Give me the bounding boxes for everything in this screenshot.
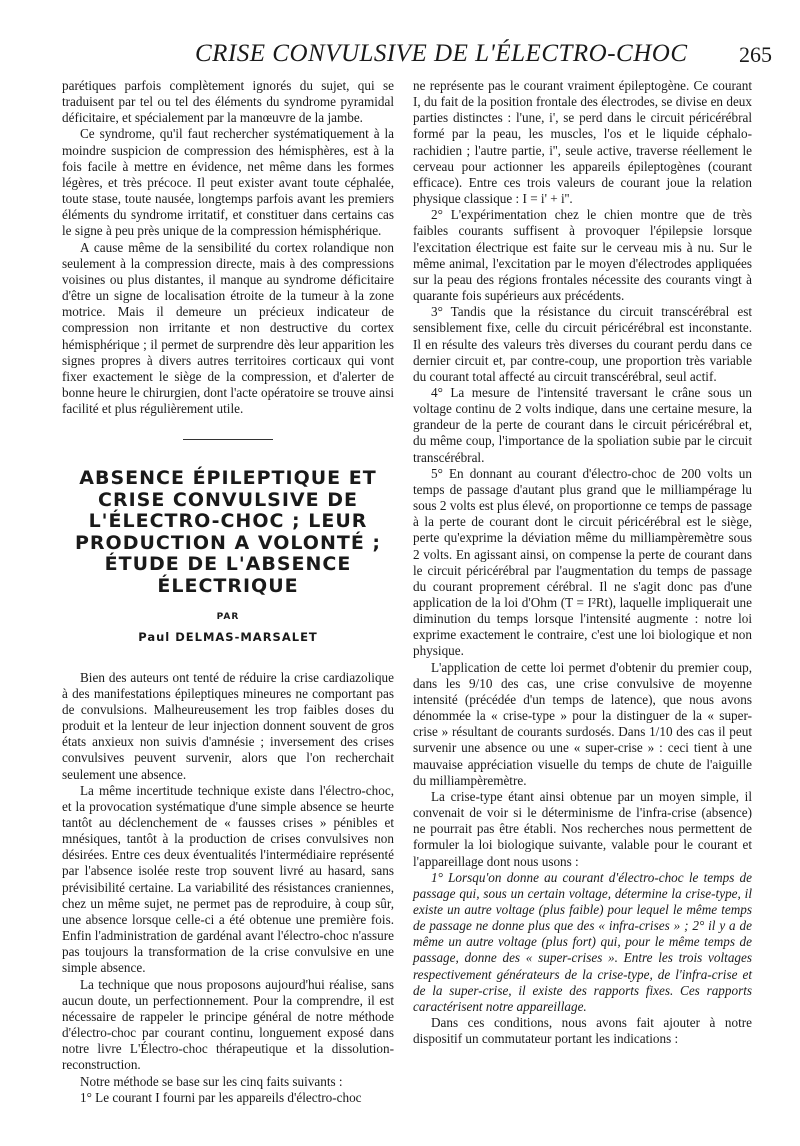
paragraph: ne représente pas le courant vraiment épileptogène. Ce courant I, du fait de la position frontale des électrodes, se divise en deux parties distinctes : l'une, i', se perd dans le circuit péricérébral formé par la peau, les muscles, l'os et le liquide céphalo-rachidien ; l'autre partie, i'', seule active, traverse réellement le cerveau pour actionner les appareils épileptogènes (courant efficace). Entre ces trois valeurs de courant joue la relation physique classique : I = i' + i''.	[413, 78, 752, 207]
page-number: 265	[739, 42, 772, 67]
list-item: 5° En donnant au courant d'électro-choc de 200 volts un temps de passage d'autant plus grand que le milliampérage lu sous 2 volts est plus élevé, on proportionne ce temps de passage à la perte de courant dont le circuit péricérébral est le siège, perte qu'exprime la déviation même du milliampèremètre sous 2 volts. En agissant ainsi, on compense la perte de courant dans le circuit péricérébral par l'augmentation du temps de passage du courant proprement cérébral. Il ne s'agit donc pas d'une application de la loi d'Ohm (T = I²Rt), laquelle impliquerait une diminution du temps lorsque l'intensité augmente : notre loi exprime exactement le contraire, c'est une loi biologique et non physique.	[413, 465, 752, 659]
byline-par: PAR	[216, 612, 240, 623]
list-item: 2° L'expérimentation chez le chien montre que de très faibles courants suffisent à provoquer l'épilepsie lorsque l'excitation électrique est faite sur le cerveau mis à nu. Sur le même animal, l'excitation par le moyen d'électrodes appliquées sur la peau des régions frontales nécessite des courants vingt à quarante fois supérieurs aux précédents.	[413, 207, 752, 304]
section-divider	[183, 439, 273, 440]
paragraph: L'application de cette loi permet d'obtenir du premier coup, dans les 9/10 des cas, une crise convulsive de moyenne intensité (précédée d'un temps de latence), que nous avons dénommée la « crise-type » pour la distinguer de la « super-crise » résultant de courants surdosés. Dans 1/10 des cas il peut survenir une absence ou une « super-crise » : ceci tient à une mauvaise appréciation visuelle du temps de chute de l'aiguille du milliampèremètre.	[413, 659, 752, 788]
list-item: 1° Le courant I fourni par les appareils d'électro-choc	[80, 1089, 362, 1105]
paragraph: Bien des auteurs ont tenté de réduire la crise cardiazolique à des manifestations épileptiques mineures ne comportant pas de convulsions. Malheureusement les trop faibles doses du produit et la lenteur de leur injection donnent souvent de gros états anxieux non suivis d'amnésie ; inversement des crises convulsives peuvent survenir, alors que l'on recherchait seulement une absence.	[62, 669, 394, 782]
left-column	[62, 78, 394, 1106]
paragraph: Dans ces conditions, nous avons fait ajouter à notre dispositif un commutateur portant les indications :	[413, 1015, 752, 1047]
right-column	[413, 78, 752, 1047]
biological-law: 1° Lorsqu'on donne au courant d'électro-choc le temps de passage qui, sous un certain voltage, détermine la crise-type, il existe un autre voltage (plus faible) pour lequel le même temps de passage ne donne plus que des « infra-crises » ; 2° il y a de même un autre voltage (plus fort) qui, pour le même temps de passage, donne des « super-crises ». Entre les trois voltages respectivement générateurs de la crise-type, de l'infra-crise et de la super-crise, il existe des rapports fixes. Ces rapports caractérisent notre appareillage.	[413, 869, 752, 1014]
paragraph: La même incertitude technique existe dans l'électro-choc, et la provocation systématique d'une simple absence se heurte tantôt au déclenchement de « fausses crises » pénibles et mnésiques, tantôt à la production de crises convulsives non désirées. Entre ces deux éventualités l'intermédiaire représenté par l'absence isolée reste trop souvent livré au hasard, sans prévisibilité certaine. La variabilité des résistances craniennes, chez un même sujet, ne permet pas de reproduire, à coup sûr, une absence lorsque celle-ci a été obtenue une première fois. Enfin l'administration de gardénal avant l'électro-choc n'assure pas toujours la transformation de la crise convulsive en une simple absence.	[62, 782, 394, 976]
page-header	[0, 40, 800, 80]
article-title: ABSENCE ÉPILEPTIQUE ET CRISE CONVULSIVE DE L'ÉLECTRO-CHOC ; LEUR PRODUCTION A VOLONTÉ ; ÉTUDE DE L'ABSENCE ÉLECTRIQUE	[74, 467, 382, 597]
paragraph: La crise-type étant ainsi obtenue par un moyen simple, il convenait de voir si le déterminisme de l'infra-crise (absence) ne pourrait pas être établi. Nos recherches nous permettent de formuler la loi biologique suivante, valable pour le courant et l'appareillage dont nous usons :	[413, 788, 752, 869]
running-title: CRISE CONVULSIVE DE L'ÉLECTRO-CHOC	[195, 40, 688, 67]
list-item: 4° La mesure de l'intensité traversant le crâne sous un voltage continu de 2 volts indique, dans une certaine mesure, la grandeur de la perte de courant dans le circuit péricérébral et, du même coup, l'importance de la spoliation subie par le circuit transcérébral.	[413, 384, 752, 465]
paragraph: A cause même de la sensibilité du cortex rolandique non seulement à la compression directe, mais à des compressions voisines ou plus distantes, il manque au syndrome déficitaire d'être un signe de localisation étroite de la tumeur à la zone motrice. Mais il demeure un précieux indicateur de compression non irritante et non destructive du cortex hémisphérique ; il permet de surprendre dès leur apparition les signes propres à divers autres territoires corticaux qui vont fixer exactement le siège de la compression, et d'alerter de bonne heure le chirurgien, dont l'acte opératoire se trouve ainsi facilité et plus régulièrement utile.	[62, 239, 394, 417]
list-item: 3° Tandis que la résistance du circuit transcérébral est sensiblement fixe, celle du circuit péricérébral est inconstante. Il en résulte des valeurs très diverses du courant perdu dans ce dernier circuit et, par contre-coup, une proportion très variable du courant total affecté au circuit transcérébral, seul actif.	[413, 304, 752, 384]
author-name: Paul DELMAS-MARSALET	[138, 630, 318, 645]
paragraph: La technique que nous proposons aujourd'hui réalise, sans aucun doute, un perfectionnement. Pour la comprendre, il est nécessaire de rappeler le principe général de notre méthode d'électro-choc par courant continu, longuement exposé dans notre livre L'Électro-choc thérapeutique et la dissolution-reconstruction.	[62, 976, 394, 1073]
paragraph: parétiques parfois complètement ignorés du sujet, qui se traduisent par tel ou tel des éléments du syndrome pyramidal déficitaire, et spécialement par la manœuvre de la jambe.	[62, 78, 394, 126]
paragraph: Ce syndrome, qu'il faut rechercher systématiquement à la moindre suspicion de compression des hémisphères, est à la fois facile à mettre en évidence, net même dans les formes légères, et très précoce. Il peut exister avant toute céphalée, toute stase, toute nausée, longtemps parfois avant les premiers éléments du syndrome irritatif, et constituer dans certains cas le signe à peu près unique de la compression hémisphérique.	[62, 126, 394, 239]
paragraph: Notre méthode se base sur les cinq faits suivants :	[80, 1073, 343, 1089]
